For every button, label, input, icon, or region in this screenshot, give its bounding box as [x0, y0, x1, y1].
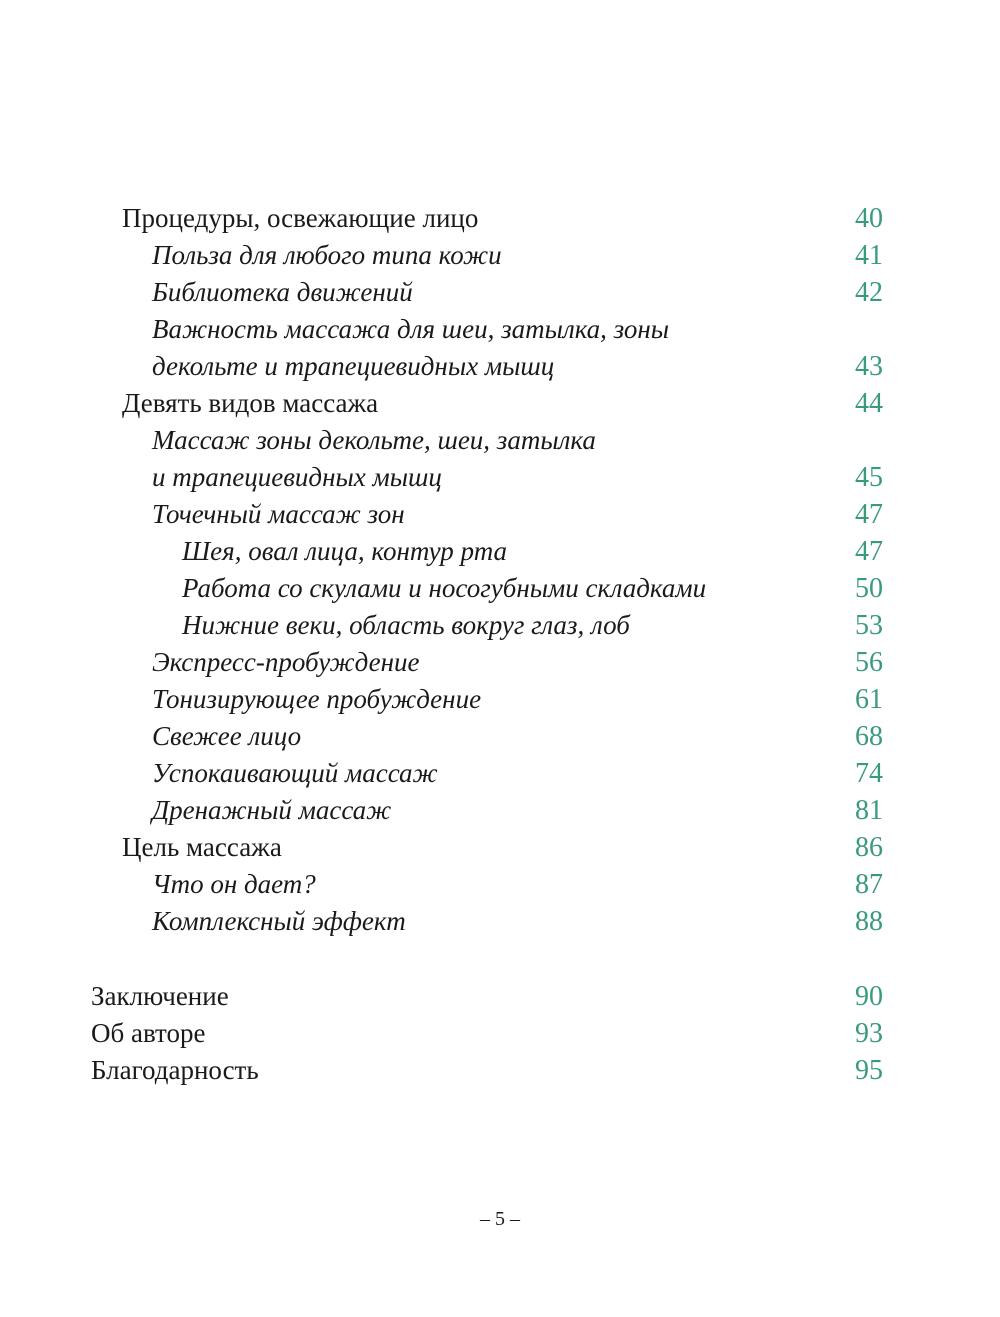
toc-entry-page: 47 — [855, 536, 883, 567]
toc-entry-title: Успокаивающий массаж — [152, 758, 438, 788]
toc-entry[interactable] — [0, 570, 883, 607]
toc-entry[interactable] — [0, 311, 883, 348]
toc-entry-title: Благодарность — [91, 1055, 259, 1085]
toc-entry-page: 50 — [855, 573, 883, 604]
toc-entry-title: Об авторе — [91, 1018, 206, 1048]
toc-entry-title: декольте и трапециевидных мышц — [152, 351, 555, 381]
toc-entry-title: Комплексный эффект — [152, 906, 406, 936]
toc-entry-page: 87 — [855, 869, 883, 900]
toc-entry-page: 90 — [855, 981, 883, 1012]
toc-entry-title: Точечный массаж зон — [152, 499, 405, 529]
toc-entry[interactable] — [0, 385, 883, 422]
toc-entry-page: 42 — [855, 277, 883, 308]
toc-entry-title: Нижние веки, область вокруг глаз, лоб — [182, 610, 630, 640]
page-number: – 5 – — [480, 1208, 520, 1230]
toc-entry[interactable] — [0, 459, 883, 496]
toc-entry[interactable] — [0, 755, 883, 792]
toc-entry[interactable] — [0, 200, 883, 237]
toc-entry[interactable] — [0, 237, 883, 274]
toc-entry-title: Цель массажа — [122, 832, 282, 862]
toc-entry-page: 88 — [855, 906, 883, 937]
toc-entry[interactable] — [0, 533, 883, 570]
toc-entry[interactable] — [0, 1052, 883, 1089]
toc-entry-title: Работа со скулами и носогубными складками — [182, 573, 707, 603]
toc-entry-title: Экспресс-пробуждение — [152, 647, 420, 677]
toc-entry-page: 86 — [855, 832, 883, 863]
toc-entry[interactable] — [0, 866, 883, 903]
toc-entry[interactable] — [0, 607, 883, 644]
toc-entry[interactable] — [0, 903, 883, 940]
toc-entry[interactable] — [0, 644, 883, 681]
toc-entry-title: Девять видов массажа — [122, 388, 379, 418]
toc-entry-page: 93 — [855, 1018, 883, 1049]
toc-entry-page: 81 — [855, 795, 883, 826]
toc-entry-page: 53 — [855, 610, 883, 641]
toc-entry-title: Процедуры, освежающие лицо — [122, 203, 479, 233]
toc-entry-page: 47 — [855, 499, 883, 530]
toc-entry-title: и трапециевидных мышц — [152, 462, 442, 492]
toc-entry-page: 45 — [855, 462, 883, 493]
toc-entry[interactable] — [0, 348, 883, 385]
toc-entry-title: Массаж зоны декольте, шеи, затылка — [152, 425, 596, 455]
toc-entry[interactable] — [0, 422, 883, 459]
toc-entry-title: Свежее лицо — [152, 721, 302, 751]
toc-entry-page: 61 — [855, 684, 883, 715]
toc-entry-page: 95 — [855, 1055, 883, 1086]
toc-entry-page: 74 — [855, 758, 883, 789]
toc-entry-page: 41 — [855, 240, 883, 271]
toc-entry[interactable] — [0, 978, 883, 1015]
toc-entry-title: Польза для любого типа кожи — [152, 240, 502, 270]
toc-entry[interactable] — [0, 274, 883, 311]
toc-entry-title: Дренажный массаж — [152, 795, 392, 825]
toc-entry-title: Важность массажа для шеи, затылка, зоны — [152, 314, 670, 344]
toc-entry[interactable] — [0, 1015, 883, 1052]
toc-entry[interactable] — [0, 496, 883, 533]
toc-entry-title: Библиотека движений — [152, 277, 413, 307]
toc-entry[interactable] — [0, 718, 883, 755]
toc-entry-page: 68 — [855, 721, 883, 752]
toc-entry[interactable] — [0, 792, 883, 829]
toc-entry-page: 43 — [855, 351, 883, 382]
toc-entry[interactable] — [0, 681, 883, 718]
toc-entry-title: Тонизирующее пробуждение — [152, 684, 482, 714]
toc-entry-page: 40 — [855, 203, 883, 234]
toc-entry-title: Что он дает? — [152, 869, 316, 899]
toc-entry[interactable] — [0, 829, 883, 866]
toc-entry-page: 56 — [855, 647, 883, 678]
toc-entry-title: Заключение — [91, 981, 229, 1011]
toc-entry-title: Шея, овал лица, контур рта — [182, 536, 508, 566]
toc-entry-page: 44 — [855, 388, 883, 419]
